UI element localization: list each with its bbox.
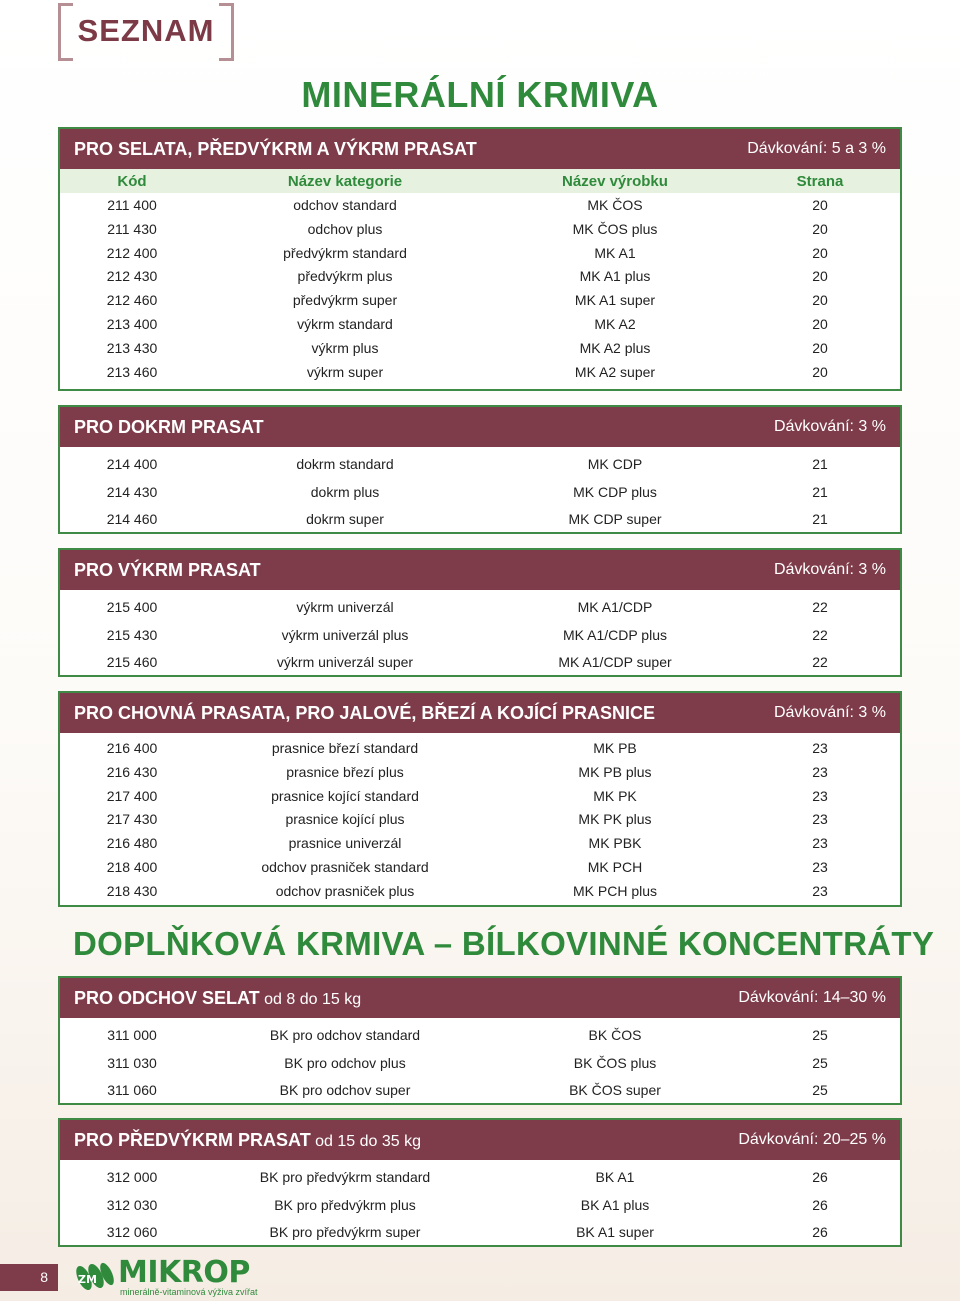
section-6 (58, 1118, 902, 1247)
section-title (74, 417, 264, 438)
section-title (74, 1130, 421, 1151)
section-dosage: Dávkování: 14–30 % (738, 989, 886, 1006)
cell-page: 20 (812, 363, 828, 380)
table-row (60, 197, 900, 217)
cell-product: MK PB (593, 740, 637, 756)
section-title-text: PRO CHOVNÁ PRASATA, PRO JALOVÉ, BŘEZÍ A KOJÍCÍ PRASNICE (74, 703, 656, 723)
section-title-text: PRO SELATA, PŘEDVÝKRM A VÝKRM PRASAT (74, 139, 477, 159)
table-row (60, 1055, 900, 1075)
section-5 (58, 976, 902, 1105)
cell-code: 216 480 (106, 835, 158, 852)
cell-page: 23 (812, 763, 828, 780)
section-title-text: PRO DOKRM PRASAT (74, 417, 264, 437)
cell-product: MK A1/CDP super (558, 654, 672, 670)
cell-code: 312 060 (106, 1224, 158, 1240)
cell-page: 22 (812, 626, 828, 643)
section-dosage: Dávkování: 3 % (773, 561, 886, 578)
heading-mineral-feeds: MINERÁLNÍ KRMIVA (301, 74, 659, 115)
table-row (60, 883, 900, 903)
cell-page: 20 (812, 339, 828, 356)
cell-product: MK CDP (587, 456, 643, 472)
cell-category: výkrm univerzál plus (281, 626, 409, 643)
section-title-text: PRO ODCHOV SELAT (74, 988, 260, 1008)
cell-category: dokrm standard (296, 456, 394, 472)
cell-code: 211 400 (107, 197, 157, 213)
section-header (60, 693, 900, 733)
cell-category: odchov standard (293, 197, 397, 213)
cell-product: BK ČOS (588, 1027, 642, 1043)
cell-page: 21 (812, 511, 828, 527)
section-4 (58, 691, 902, 907)
cell-product: MK ČOS (587, 197, 643, 213)
heading-protein-concentrates: DOPLŇKOVÁ KRMIVA – BÍLKOVINNÉ KONCENTRÁTY (73, 925, 935, 962)
cell-code: 214 430 (106, 483, 158, 500)
cell-category: prasnice univerzál (288, 835, 402, 852)
table-row (60, 292, 900, 312)
cell-category: BK pro odchov standard (269, 1027, 421, 1043)
col-header-category: Název kategorie (287, 173, 403, 190)
cell-page: 25 (812, 1027, 828, 1043)
cell-page: 25 (812, 1054, 828, 1071)
table-row (60, 1082, 900, 1102)
cell-page: 23 (812, 787, 828, 804)
cell-category: BK pro odchov plus (284, 1054, 406, 1071)
cell-category: BK pro předvýkrm plus (274, 1196, 416, 1213)
section-title-text: PRO VÝKRM PRASAT (74, 560, 261, 580)
cell-page: 26 (812, 1169, 828, 1185)
cell-page: 20 (812, 316, 828, 332)
cell-category: dokrm super (306, 511, 384, 527)
cell-product: MK A1/CDP (577, 599, 653, 615)
cell-category: výkrm univerzál super (276, 654, 414, 670)
logo-tagline: minerálně-vitaminová výživa zvířat (120, 1287, 258, 1297)
cell-product: MK A2 (594, 316, 636, 332)
cell-product: MK PCH plus (572, 882, 658, 899)
cell-product: MK CDP super (568, 511, 662, 527)
cell-product: MK A2 super (574, 363, 656, 380)
page-number: 8 (40, 1269, 48, 1285)
cell-code: 312 030 (106, 1196, 158, 1213)
table-row (60, 221, 900, 241)
cell-code: 212 460 (106, 292, 158, 309)
cell-product: MK A1 super (574, 292, 656, 309)
cell-code: 217 430 (106, 811, 158, 828)
section-title-text: PRO PŘEDVÝKRM PRASAT (74, 1130, 311, 1150)
cell-page: 22 (812, 654, 828, 670)
cell-category: BK pro odchov super (279, 1082, 411, 1098)
cell-page: 25 (812, 1082, 828, 1098)
cell-page: 20 (812, 197, 828, 213)
cell-page: 23 (812, 835, 828, 852)
section-header (60, 407, 900, 447)
cell-code: 213 460 (106, 363, 158, 380)
cell-product: BK A1 super (576, 1224, 654, 1240)
section-weight-range: od 8 do 15 kg (259, 991, 362, 1008)
cell-category: předvýkrm plus (297, 268, 393, 285)
section-title (74, 560, 261, 581)
section-1 (58, 127, 902, 391)
cell-code: 217 400 (106, 787, 158, 804)
section-3 (58, 548, 902, 677)
cell-category: BK pro předvýkrm standard (259, 1169, 431, 1185)
table-row (60, 316, 900, 336)
cell-code: 212 430 (106, 268, 158, 285)
cell-category: prasnice kojící plus (285, 811, 405, 828)
cell-category: prasnice březí standard (271, 740, 419, 756)
cell-product: MK CDP plus (573, 483, 657, 500)
cell-page: 20 (812, 268, 828, 285)
cell-category: prasnice kojící standard (271, 787, 419, 804)
cell-page: 20 (812, 292, 828, 309)
cell-page: 20 (812, 220, 828, 237)
section-title (74, 988, 361, 1009)
cell-product: BK ČOS plus (573, 1054, 657, 1071)
cell-code: 216 430 (106, 763, 158, 780)
cell-page: 26 (812, 1224, 828, 1240)
cell-page: 26 (812, 1196, 828, 1213)
section-header (60, 1120, 900, 1160)
table-row (60, 654, 900, 674)
cell-code: 214 400 (106, 456, 158, 472)
cell-code: 214 460 (106, 511, 158, 527)
cell-code: 311 000 (107, 1027, 157, 1043)
section-2 (58, 405, 902, 534)
table-row (60, 835, 900, 855)
cell-code: 216 400 (106, 740, 158, 756)
mikrop-logo-icon (74, 1256, 114, 1296)
table-row (60, 1027, 900, 1047)
section-header (60, 550, 900, 590)
svg-text:ZM: ZM (78, 1273, 97, 1286)
cell-category: odchov prasniček plus (275, 882, 415, 899)
cell-page: 22 (812, 599, 828, 615)
section-dosage: Dávkování: 3 % (773, 418, 886, 435)
table-row (60, 364, 900, 384)
cell-code: 311 060 (107, 1082, 157, 1098)
cell-code: 215 400 (106, 599, 158, 615)
cell-page: 20 (812, 244, 828, 261)
cell-category: prasnice březí plus (286, 763, 404, 780)
cell-product: MK ČOS plus (572, 220, 658, 237)
seznam-label: SEZNAM (77, 13, 215, 48)
table-row (60, 740, 900, 760)
table-row (60, 340, 900, 360)
section-dosage: Dávkování: 20–25 % (738, 1131, 886, 1148)
col-header-product: Název výrobku (562, 173, 668, 190)
table-row (60, 1224, 900, 1244)
cell-page: 23 (812, 811, 828, 828)
cell-page: 23 (812, 859, 828, 875)
table-row (60, 764, 900, 784)
cell-category: výkrm super (306, 363, 384, 380)
section-header (60, 129, 900, 169)
cell-product: BK A1 (595, 1169, 635, 1185)
cell-category: BK pro předvýkrm super (269, 1224, 421, 1240)
section-dosage: Dávkování: 5 a 3 % (747, 140, 886, 157)
table-row (60, 484, 900, 504)
cell-code: 215 430 (106, 626, 158, 643)
cell-category: dokrm plus (310, 483, 380, 500)
cell-product: MK A1 plus (579, 268, 651, 285)
table-row (60, 1197, 900, 1217)
table-row (60, 1169, 900, 1189)
page-number-tab (0, 1264, 58, 1291)
section-title (74, 703, 655, 724)
cell-page: 21 (812, 483, 828, 500)
cell-code: 218 430 (106, 882, 158, 899)
cell-product: MK PCH (587, 859, 643, 875)
table-row (60, 511, 900, 531)
col-header-page: Strana (796, 173, 844, 190)
cell-product: BK A1 plus (580, 1196, 650, 1213)
cell-category: výkrm plus (311, 339, 379, 356)
section-weight-range: od 15 do 35 kg (310, 1133, 422, 1150)
cell-product: MK A2 plus (579, 339, 651, 356)
cell-category: předvýkrm super (292, 292, 398, 309)
section-dosage: Dávkování: 3 % (773, 704, 886, 721)
cell-code: 215 460 (106, 654, 158, 670)
cell-code: 218 400 (106, 859, 158, 875)
table-row (60, 599, 900, 619)
cell-code: 211 430 (107, 220, 157, 237)
section-header (60, 978, 900, 1018)
section-title (74, 139, 477, 160)
cell-page: 21 (812, 456, 828, 472)
table-row (60, 245, 900, 265)
cell-category: odchov prasniček standard (261, 859, 429, 875)
cell-product: MK PK plus (578, 811, 652, 828)
logo-wordmark: MIKROP (118, 1255, 250, 1290)
cell-page: 23 (812, 740, 828, 756)
cell-category: výkrm univerzál (296, 599, 394, 615)
cell-code: 213 400 (106, 316, 158, 332)
col-header-code: Kód (117, 173, 147, 190)
cell-category: předvýkrm standard (283, 244, 407, 261)
cell-category: odchov plus (307, 220, 383, 237)
seznam-badge (58, 3, 234, 61)
cell-code: 311 030 (107, 1054, 157, 1071)
table-row (60, 627, 900, 647)
table-row (60, 811, 900, 831)
cell-code: 212 400 (106, 244, 158, 261)
cell-product: BK ČOS super (569, 1082, 661, 1098)
cell-product: MK A1 (594, 244, 636, 261)
cell-page: 23 (812, 882, 828, 899)
cell-product: MK PBK (588, 835, 642, 852)
table-row (60, 456, 900, 476)
cell-product: MK A1/CDP plus (562, 626, 667, 643)
mikrop-logo (74, 1254, 274, 1298)
table-row (60, 859, 900, 879)
cell-category: výkrm standard (297, 316, 393, 332)
table-row (60, 268, 900, 288)
cell-product: MK PB plus (578, 763, 652, 780)
cell-code: 213 430 (106, 339, 158, 356)
cell-code: 312 000 (106, 1169, 158, 1185)
column-headers (60, 169, 900, 193)
table-row (60, 788, 900, 808)
cell-product: MK PK (593, 787, 637, 804)
